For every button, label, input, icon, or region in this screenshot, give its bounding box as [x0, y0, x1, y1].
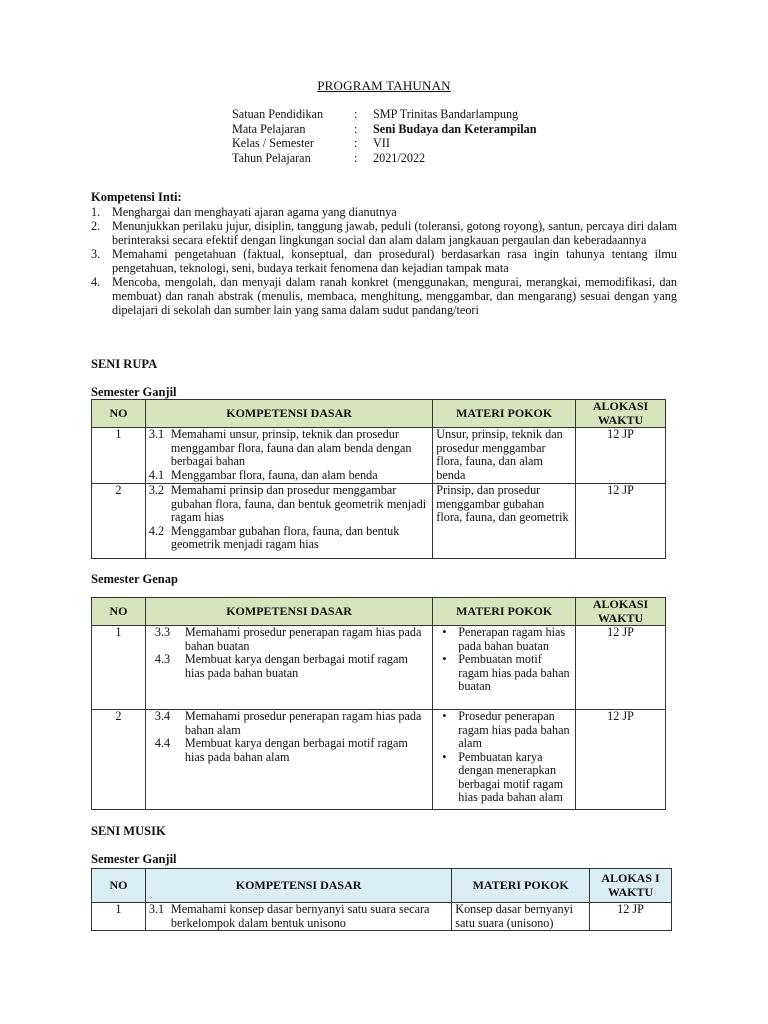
kompetensi-dasar-cell [145, 428, 432, 484]
kd-item [149, 484, 429, 525]
identity-value: 2021/2022 [373, 150, 426, 165]
kompetensi-dasar-cell [145, 626, 432, 710]
materi-item [436, 653, 572, 694]
alokasi-waktu-cell: 12 JP [576, 710, 666, 810]
materi-pokok-cell [433, 428, 576, 484]
identity-value: VII [373, 136, 390, 150]
materi-pokok-cell [433, 626, 576, 710]
materi-text: Pembuatan karya dengan menerapkan berbagai motif ragam hias pada bahan alam [458, 749, 564, 804]
materi-text: Penerapan ragam hias pada bahan buatan [458, 625, 566, 653]
kd-number: 3.1 [148, 902, 165, 916]
materi-item [436, 751, 572, 805]
kompetensi-dasar-cell [145, 484, 432, 559]
table-row [92, 903, 672, 931]
kompetensi-inti-list [91, 205, 677, 317]
row-number: 2 [92, 710, 146, 810]
kd-number: 3.2 [148, 483, 165, 497]
alokasi-waktu-cell: 12 JP [590, 903, 672, 931]
header-materi-pokok: MATERI POKOK [433, 598, 576, 626]
identity-colon: : [354, 136, 358, 150]
identity-row [232, 136, 537, 151]
kd-text: Memahami unsur, prinsip, teknik dan prosedur menggambar flora, fauna dan alam benda dengan berbagai bahan [170, 427, 412, 468]
materi-list [436, 710, 572, 805]
kd-text: Menggambar gubahan flora, fauna, dan bentuk geometrik menjadi ragam hias [170, 523, 400, 551]
materi-item [436, 626, 572, 653]
bullet-icon: • [442, 625, 447, 639]
kd-item [149, 737, 429, 764]
semester-label-musik-ganjil: Semester Ganjil [91, 852, 177, 866]
header-no: NO [92, 598, 146, 626]
header-no: NO [92, 869, 146, 903]
identity-colon: : [354, 150, 358, 165]
header-alokasi-waktu: ALOKASI WAKTU [576, 598, 666, 626]
table-row [92, 484, 666, 559]
kd-number: 3.1 [148, 427, 165, 441]
item-number: 1. [91, 205, 101, 219]
kd-number: 4.4 [154, 736, 171, 750]
kompetensi-inti-item [91, 205, 677, 219]
item-text: Menunjukkan perilaku jujur, disiplin, tanggung jawab, peduli (toleransi, gotong royong), santun, percaya diri dalam berinteraksi secara efektif dengan lingkungan social dan alam dalam jangkauan pergaulan dan keberadaannya [112, 219, 677, 247]
table-seni-rupa-genap [91, 597, 666, 810]
table-row [92, 626, 666, 710]
materi-text: Konsep dasar bernyanyi satu suara (unisono) [455, 902, 574, 930]
bullet-icon: • [442, 709, 447, 723]
kompetensi-dasar-cell [145, 903, 451, 931]
item-text: Menghargai dan menghayati ajaran agama yang dianutnya [112, 205, 397, 219]
kd-text: Memahami prinsip dan prosedur menggambar gubahan flora, fauna, dan bentuk geometrik menjadi ragam hias [170, 483, 427, 524]
kd-item [149, 653, 429, 680]
kompetensi-inti-item [91, 247, 677, 275]
identity-row [232, 107, 537, 122]
kompetensi-inti-heading: Kompetensi Inti: [91, 190, 182, 204]
kompetensi-inti-item [91, 275, 677, 317]
identity-key: Kelas / Semester [232, 136, 314, 150]
identity-row [232, 122, 537, 137]
kd-text: Memahami prosedur penerapan ragam hias pada bahan alam [184, 709, 422, 737]
header-kompetensi-dasar: KOMPETENSI DASAR [145, 869, 451, 903]
identity-key: Tahun Pelajaran [232, 150, 311, 165]
kd-item [149, 710, 429, 737]
table-seni-musik-ganjil [91, 868, 672, 931]
kompetensi-dasar-cell [145, 710, 432, 810]
kompetensi-inti-item [91, 219, 677, 247]
table-seni-rupa-ganjil [91, 399, 666, 559]
row-number: 2 [92, 484, 146, 559]
kd-item [149, 626, 429, 653]
bullet-icon: • [442, 652, 447, 666]
materi-pokok-cell [433, 484, 576, 559]
kd-text: Membuat karya dengan berbagai motif ragam hias pada bahan alam [184, 736, 408, 764]
materi-list [436, 626, 572, 694]
section-heading-seni-rupa: SENI RUPA [91, 357, 158, 371]
section-heading-seni-musik: SENI MUSIK [91, 824, 166, 838]
materi-text: Unsur, prinsip, teknik dan prosedur menggambar flora, fauna, dan alam benda [436, 427, 563, 482]
kd-number: 4.1 [148, 467, 165, 482]
table-row [92, 710, 666, 810]
identity-key: Mata Pelajaran [232, 121, 306, 136]
header-alokasi-waktu: ALOKAS I WAKTU [590, 869, 672, 903]
alokasi-waktu-cell: 12 JP [576, 428, 666, 484]
header-kompetensi-dasar: KOMPETENSI DASAR [145, 400, 432, 428]
header-materi-pokok: MATERI POKOK [433, 400, 576, 428]
identity-value: Seni Budaya dan Keterampilan [373, 121, 537, 136]
row-number: 1 [92, 428, 146, 484]
alokasi-waktu-cell: 12 JP [576, 626, 666, 710]
materi-text: Prinsip, dan prosedur menggambar gubahan flora, fauna, dan geometrik [436, 483, 569, 524]
item-number: 4. [91, 275, 101, 289]
kd-text: Membuat karya dengan berbagai motif ragam hias pada bahan buatan [184, 652, 408, 680]
kd-number: 3.3 [154, 625, 171, 639]
materi-text: Prosedur penerapan ragam hias pada bahan alam [458, 709, 570, 750]
table-row [92, 428, 666, 484]
identity-value: SMP Trinitas Bandarlampung [373, 107, 519, 121]
identity-colon: : [354, 121, 358, 136]
kd-item [149, 525, 429, 552]
kd-number: 4.3 [154, 652, 171, 666]
alokasi-waktu-cell: 12 JP [576, 484, 666, 559]
bullet-icon: • [442, 749, 447, 764]
materi-text: Pembuatan motif ragam hias pada bahan buatan [458, 652, 570, 693]
kd-number: 3.4 [154, 709, 171, 723]
identity-row [232, 151, 537, 166]
materi-item [436, 710, 572, 751]
item-number: 2. [91, 219, 101, 233]
header-no: NO [92, 400, 146, 428]
semester-label-rupa-ganjil: Semester Ganjil [91, 385, 177, 399]
kd-text: Memahami konsep dasar bernyanyi satu suara secara berkelompok dalam bentuk unisono [170, 902, 430, 930]
materi-pokok-cell [452, 903, 590, 931]
header-kompetensi-dasar: KOMPETENSI DASAR [145, 598, 432, 626]
header-alokasi-waktu: ALOKASI WAKTU [576, 400, 666, 428]
header-materi-pokok: MATERI POKOK [452, 869, 590, 903]
identity-key: Satuan Pendidikan [232, 107, 324, 121]
row-number: 1 [92, 626, 146, 710]
item-text: Memahami pengetahuan (faktual, konseptual, dan prosedural) berdasarkan rasa ingin tahunya tentang ilmu pengetahuan, teknologi, seni, budaya terkait fenomena dan kejadian tampak mata [112, 247, 677, 275]
document-title: PROGRAM TAHUNAN [317, 78, 451, 93]
kd-text: Menggambar flora, fauna, dan alam benda [170, 467, 378, 482]
kd-item [149, 469, 429, 483]
row-number: 1 [92, 903, 146, 931]
item-text: Mencoba, mengolah, dan menyaji dalam ranah konkret (menggunakan, mengurai, merangkai, memodifikasi, dan membuat) dan ranah abstrak (menulis, membaca, menghitung, menggambar, dan mengarang) sesuai dengan yang dipelajari di sekolah dan sumber lain yang sama dalam sudut pandang/teori [112, 275, 677, 317]
materi-pokok-cell [433, 710, 576, 810]
identity-colon: : [354, 107, 358, 121]
item-number: 3. [91, 247, 101, 261]
kd-number: 4.2 [148, 523, 165, 538]
semester-label-rupa-genap: Semester Genap [91, 572, 178, 586]
kd-item [149, 428, 429, 469]
kd-text: Memahami prosedur penerapan ragam hias pada bahan buatan [184, 625, 422, 653]
identity-table [232, 107, 537, 165]
kd-item [149, 903, 448, 930]
